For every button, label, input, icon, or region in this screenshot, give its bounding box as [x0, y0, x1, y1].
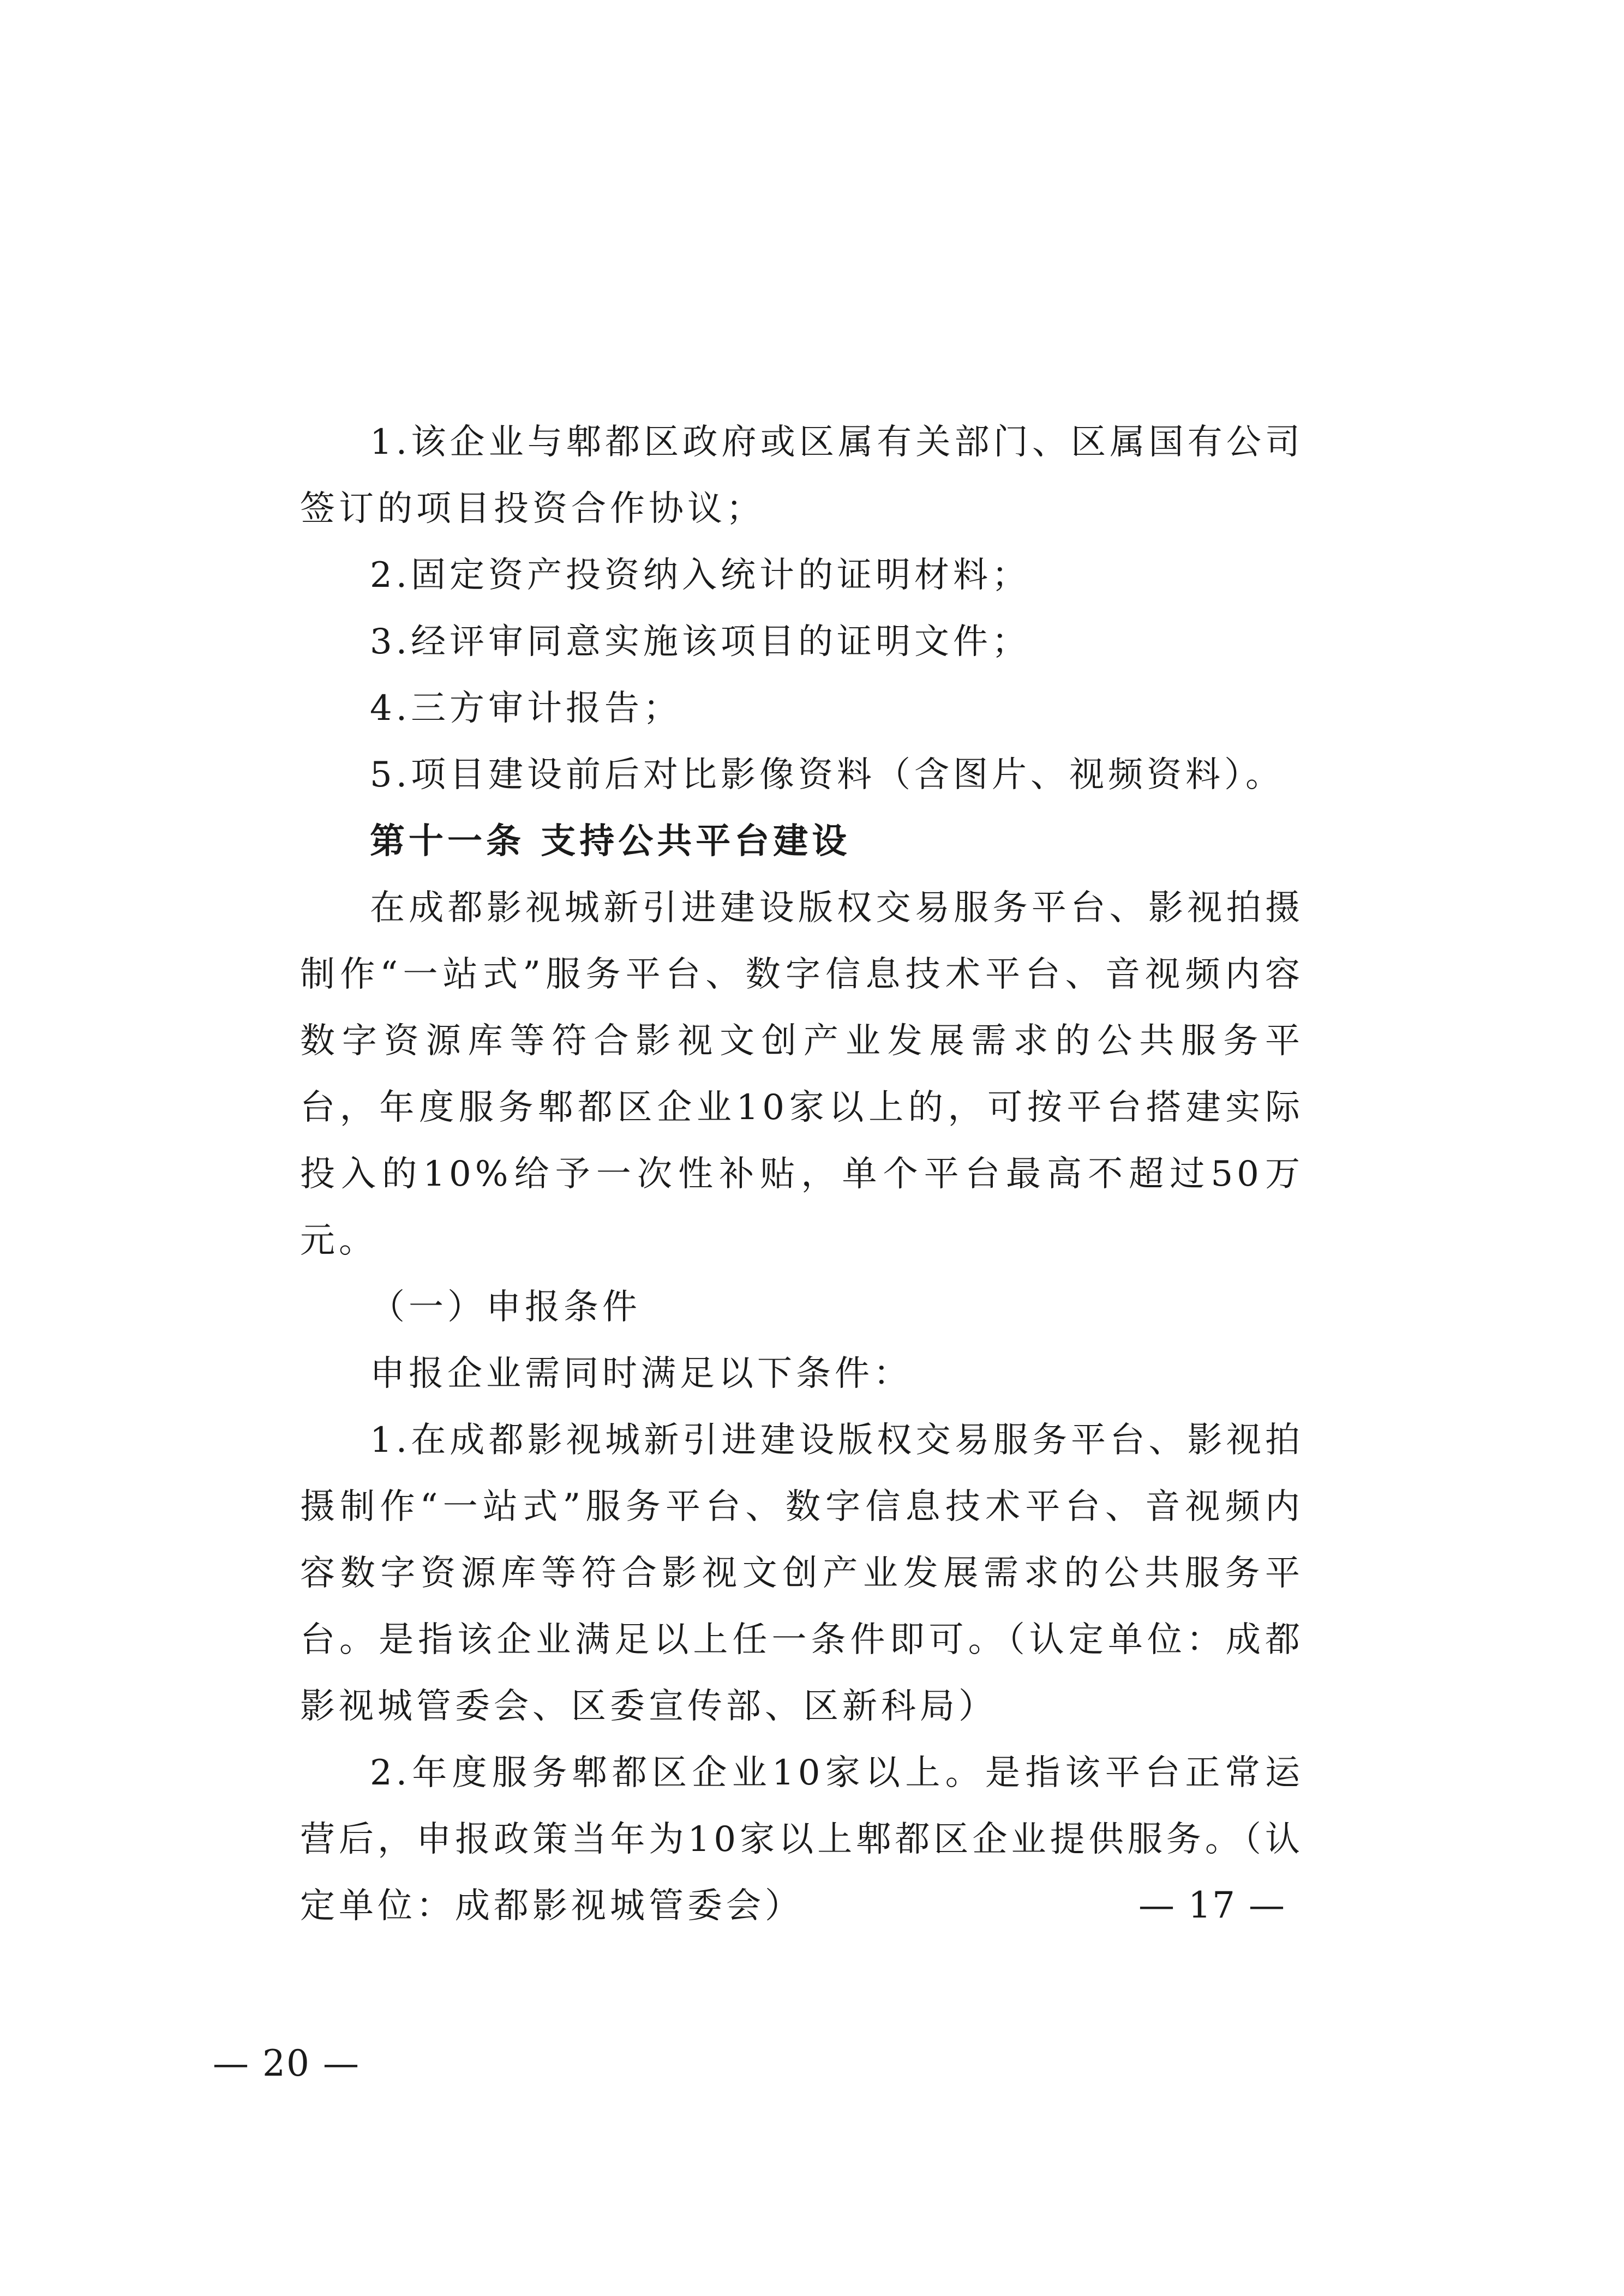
inner-page-number: — 17 — — [1138, 1884, 1286, 1926]
requirement-item-2: 2.固定资产投资纳入统计的证明材料； — [370, 555, 1031, 596]
requirement-item-3: 3.经评审同意实施该项目的证明文件； — [370, 622, 1031, 662]
outer-page-number: — 20 — — [213, 2042, 360, 2084]
requirement-item-5: 5.项目建设前后对比影像资料（含图片、视频资料）。 — [370, 755, 1285, 795]
document-body — [300, 409, 1304, 1939]
section-title: （一）申报条件 — [370, 1287, 641, 1327]
requirement-item-4: 4.三方审计报告； — [370, 688, 682, 729]
article-body: 在成都影视城新引进建设版权交易服务平台、影视拍摄制作“一站式”服务平台、数字信息技术平台、音视频内容数字资源库等符合影视文创产业发展需求的公共服务平台，年度服务郫都区企业10家以上的，可按平台搭建实际投入的10%给予一次性补贴，单个平台最高不超过50万元。 — [300, 888, 1304, 1261]
condition-item-2: 2.年度服务郫都区企业10家以上。是指该平台正常运营后，申报政策当年为10家以上郫都区企业提供服务。（认定单位：成都影视城管委会） — [300, 1753, 1304, 1926]
requirement-item-1: 1.该企业与郫都区政府或区属有关部门、区属国有公司签订的项目投资合作协议； — [300, 422, 1304, 529]
condition-item-1: 1.在成都影视城新引进建设版权交易服务平台、影视拍摄制作“一站式”服务平台、数字信息技术平台、音视频内容数字资源库等符合影视文创产业发展需求的公共服务平台。是指该企业满足以上任一条件即可。（认定单位：成都影视城管委会、区委宣传部、区新科局） — [300, 1420, 1304, 1727]
conditions-intro: 申报企业需同时满足以下条件： — [370, 1354, 912, 1394]
article-heading: 第十一条 支持公共平台建设 — [370, 821, 851, 862]
